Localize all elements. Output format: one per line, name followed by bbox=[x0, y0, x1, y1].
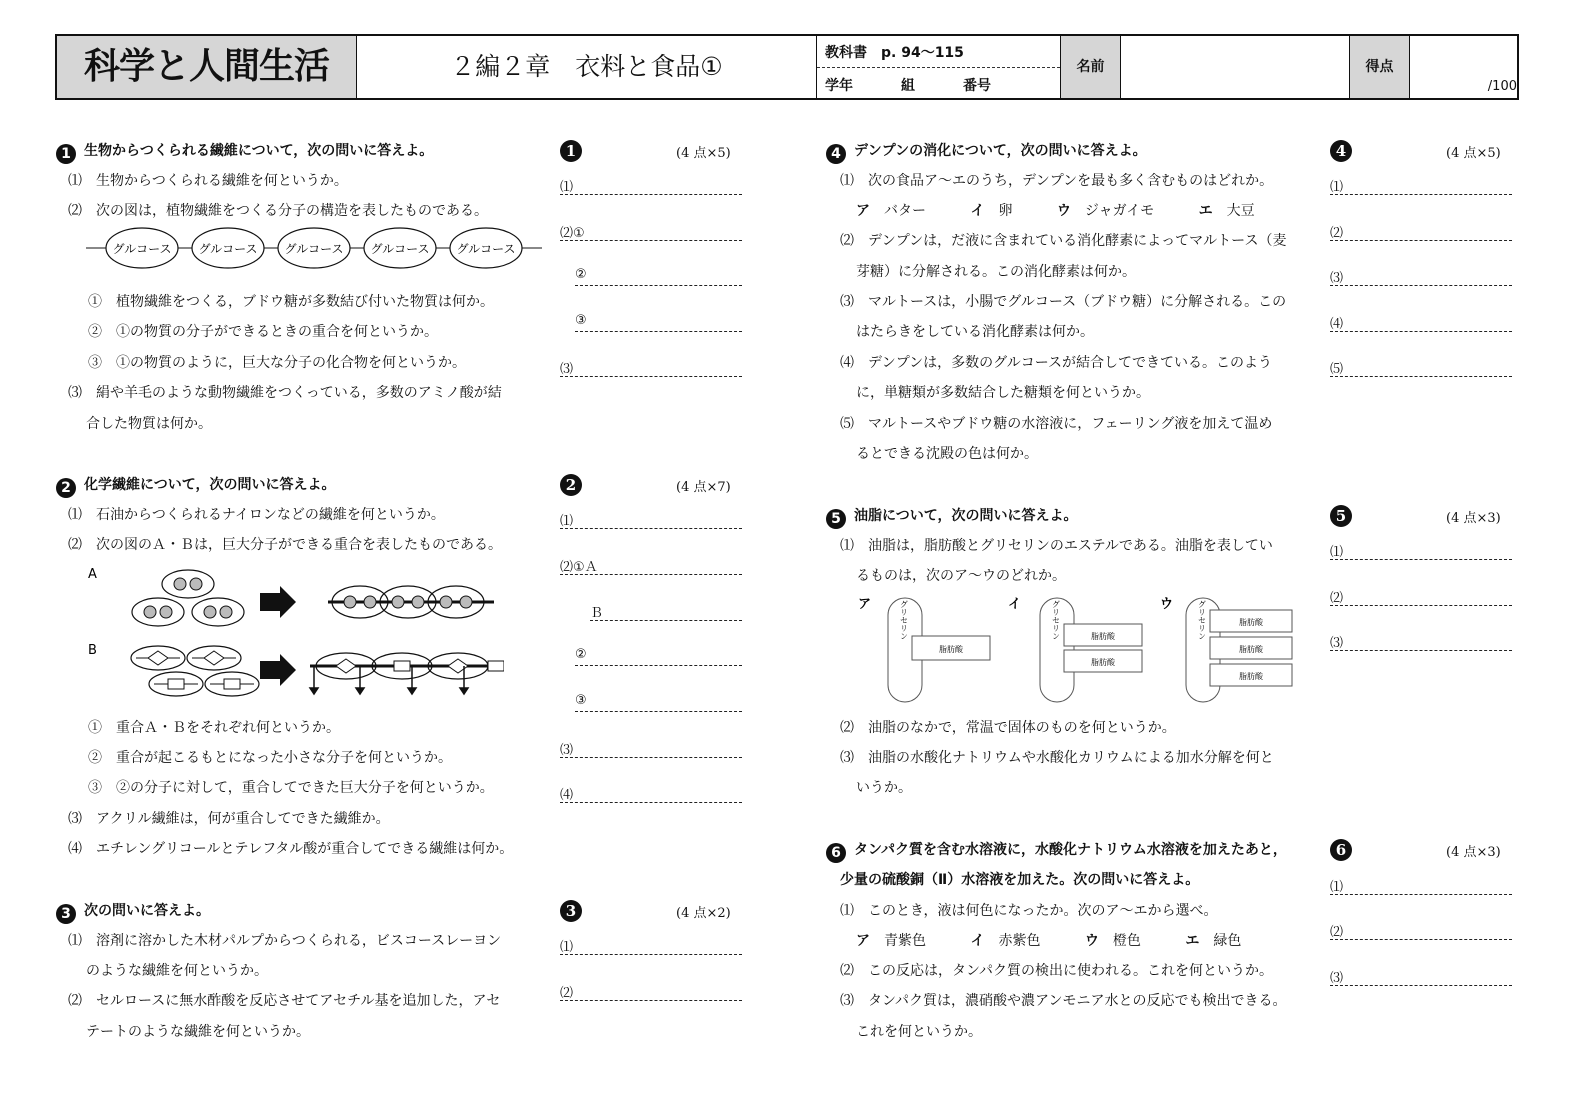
q1-line: ⑶ 絹や羊毛のような動物繊維をつくっている，多数のアミノ酸が結 bbox=[68, 385, 502, 401]
class-label: 組 bbox=[901, 78, 915, 94]
q2-line: ⑷ エチレングリコールとテレフタル酸が重合してできる繊維は何か。 bbox=[68, 841, 514, 857]
q5-line: るものは，次のア〜ウのどれか。 bbox=[856, 568, 1066, 584]
q4-line: ⑵ デンプンは，だ液に含まれている消化酵素によってマルトース（麦 bbox=[840, 233, 1287, 249]
fatty-acid-label: 脂肪酸 bbox=[1239, 672, 1263, 681]
q4-title: デンプンの消化について，次の問いに答えよ。 bbox=[854, 143, 1147, 159]
q1-answer-field[interactable]: ⑴ bbox=[560, 176, 742, 195]
q2-heading bbox=[56, 474, 335, 498]
q3-points: (4 点×2) bbox=[676, 906, 731, 921]
q2-points: (4 点×7) bbox=[676, 480, 731, 495]
q2-answer-field[interactable]: ⑷ bbox=[560, 784, 742, 803]
polymerization-diagram bbox=[84, 562, 504, 700]
name-label: 名前 bbox=[1061, 36, 1121, 98]
q1-number-badge: 1 bbox=[56, 144, 76, 164]
glycerin-label: グリセリン bbox=[1051, 600, 1061, 640]
glucose-label: グルコース bbox=[198, 242, 258, 256]
q4-answer-field[interactable]: ⑶ bbox=[1330, 267, 1512, 286]
fatty-acid-label: 脂肪酸 bbox=[1091, 632, 1115, 641]
q6-number-badge: 6 bbox=[826, 843, 846, 863]
q3-line: のような繊維を何というか。 bbox=[86, 963, 268, 979]
q1-line: ① 植物繊維をつくる，ブドウ糖が多数結び付いた物質は何か。 bbox=[88, 294, 494, 310]
q1-line: ⑵ 次の図は，植物繊維をつくる分子の構造を表したものである。 bbox=[68, 203, 488, 219]
q2-number-badge: 2 bbox=[56, 478, 76, 498]
q5-heading bbox=[826, 505, 1077, 529]
q4-line: 芽糖）に分解される。この消化酵素は何か。 bbox=[856, 264, 1136, 280]
q5-line: いうか。 bbox=[856, 780, 912, 796]
fatty-acid-label: 脂肪酸 bbox=[1239, 618, 1263, 627]
q6-title-continued: 少量の硫酸銅（Ⅱ）水溶液を加えた。次の問いに答えよ。 bbox=[840, 872, 1200, 888]
q2-line: ⑵ 次の図のＡ・Ｂは，巨大分子ができる重合を表したものである。 bbox=[68, 537, 502, 553]
q4-line: はたらきをしている消化酵素は何か。 bbox=[856, 324, 1094, 340]
divider bbox=[817, 67, 1060, 68]
q2-line: ⑴ 石油からつくられるナイロンなどの繊維を何というか。 bbox=[68, 507, 445, 523]
glycerin-label: グリセリン bbox=[899, 600, 909, 640]
q1-line: ③ ①の物質のように，巨大な分子の化合物を何というか。 bbox=[88, 355, 466, 371]
q6-choices: ア 青紫色 イ 赤紫色 ウ 橙色 エ 緑色 bbox=[856, 933, 1242, 949]
q6-title: タンパク質を含む水溶液に，水酸化ナトリウム水溶液を加えたあと， bbox=[854, 842, 1287, 858]
q6-answer-field[interactable]: ⑶ bbox=[1330, 967, 1512, 986]
glucose-label: グルコース bbox=[112, 242, 172, 256]
q1-line: ⑴ 生物からつくられる繊維を何というか。 bbox=[68, 173, 348, 189]
q4-answer-field[interactable]: ⑴ bbox=[1330, 176, 1512, 195]
q3-line: ⑴ 溶剤に溶かした木材パルプからつくられる，ビスコースレーヨン bbox=[68, 933, 502, 949]
q2-line: ③ ②の分子に対して，重合してできた巨大分子を何というか。 bbox=[88, 780, 494, 796]
arrow-icon bbox=[260, 654, 296, 686]
q2-answer-badge: 2 bbox=[560, 472, 590, 496]
q2-line: ① 重合Ａ・Ｂをそれぞれ何というか。 bbox=[88, 720, 340, 736]
figure-key: ウ bbox=[1160, 597, 1174, 612]
subject-title: 科学と人間生活 bbox=[57, 36, 357, 98]
q3-answer-field[interactable]: ⑴ bbox=[560, 936, 742, 955]
glucose-label: グルコース bbox=[284, 242, 344, 256]
q4-line: ⑸ マルトースやブドウ糖の水溶液に，フェーリング液を加えて温め bbox=[840, 416, 1273, 432]
q5-answer-field[interactable]: ⑵ bbox=[1330, 587, 1512, 606]
q4-answer-field[interactable]: ⑵ bbox=[1330, 222, 1512, 241]
q2-title: 化学繊維について，次の問いに答えよ。 bbox=[84, 477, 336, 493]
fatty-acid-label: 脂肪酸 bbox=[1239, 645, 1263, 654]
q2-answer-field[interactable]: Ｂ bbox=[590, 602, 742, 621]
header-bar bbox=[55, 34, 1519, 100]
name-field[interactable] bbox=[1121, 36, 1350, 98]
q5-answer-field[interactable]: ⑶ bbox=[1330, 632, 1512, 651]
q1-answer-field[interactable]: ⑶ bbox=[560, 358, 742, 377]
q4-answer-field[interactable]: ⑸ bbox=[1330, 358, 1512, 377]
q4-number-badge: 4 bbox=[826, 144, 846, 164]
q6-heading bbox=[826, 839, 1287, 863]
textbook-range: 教科書 p. 94〜115 bbox=[825, 45, 964, 61]
q1-answer-field[interactable]: ⑵① bbox=[560, 222, 742, 241]
fatty-acid-label: 脂肪酸 bbox=[939, 645, 963, 654]
q5-points: (4 点×3) bbox=[1446, 511, 1501, 526]
q1-line: 合した物質は何か。 bbox=[86, 416, 212, 432]
q1-points: (4 点×5) bbox=[676, 146, 731, 161]
fatty-acid-label: 脂肪酸 bbox=[1091, 658, 1115, 667]
glucose-label: グルコース bbox=[370, 242, 430, 256]
q4-answer-badge: 4 bbox=[1330, 138, 1360, 162]
q4-line: るとできる沈殿の色は何か。 bbox=[856, 446, 1038, 462]
glucose-label: グルコース bbox=[456, 242, 516, 256]
q4-answer-field[interactable]: ⑷ bbox=[1330, 313, 1512, 332]
q3-answer-badge: 3 bbox=[560, 898, 590, 922]
q1-answer-badge: 1 bbox=[560, 138, 590, 162]
diagram-label-a: A bbox=[88, 567, 97, 582]
q3-title: 次の問いに答えよ。 bbox=[84, 903, 210, 919]
q2-answer-field[interactable]: ⑴ bbox=[560, 510, 742, 529]
glycerin-label: グリセリン bbox=[1197, 600, 1207, 640]
number-label: 番号 bbox=[963, 78, 991, 94]
q5-title: 油脂について，次の問いに答えよ。 bbox=[854, 508, 1078, 524]
q4-line: ⑴ 次の食品ア〜エのうち，デンプンを最も多く含むものはどれか。 bbox=[840, 173, 1274, 189]
score-label: 得点 bbox=[1350, 36, 1410, 98]
q6-answer-field[interactable]: ⑴ bbox=[1330, 876, 1512, 895]
q4-line: ⑷ デンプンは，多数のグルコースが結合してできている。このよう bbox=[840, 355, 1273, 371]
q3-number-badge: 3 bbox=[56, 904, 76, 924]
glucose-chain-diagram bbox=[86, 226, 542, 272]
q5-line: ⑴ 油脂は，脂肪酸とグリセリンのエステルである。油脂を表してい bbox=[840, 538, 1273, 554]
q1-title: 生物からつくられる繊維について，次の問いに答えよ。 bbox=[84, 143, 434, 159]
q2-answer-field[interactable]: ⑶ bbox=[560, 739, 742, 758]
q4-points: (4 点×5) bbox=[1446, 146, 1501, 161]
figure-key: ア bbox=[858, 597, 872, 612]
diagram-label-b: B bbox=[88, 643, 97, 658]
q1-answer-field[interactable]: ② bbox=[575, 267, 742, 286]
arrow-icon bbox=[260, 586, 296, 618]
q6-points: (4 点×3) bbox=[1446, 845, 1501, 860]
figure-key: イ bbox=[1008, 597, 1022, 612]
q2-line: ⑶ アクリル繊維は，何が重合してできた繊維か。 bbox=[68, 811, 390, 827]
textbook-box bbox=[817, 36, 1061, 98]
q3-line: テートのような繊維を何というか。 bbox=[86, 1024, 310, 1040]
q6-answer-field[interactable]: ⑵ bbox=[1330, 921, 1512, 940]
q2-answer-field[interactable]: ② bbox=[575, 647, 742, 666]
q2-answer-field[interactable]: ③ bbox=[575, 693, 742, 712]
q6-answer-badge: 6 bbox=[1330, 837, 1360, 861]
fat-structure-diagram bbox=[850, 592, 1310, 706]
chapter-title: ２編２章 衣料と食品① bbox=[357, 36, 817, 98]
q5-number-badge: 5 bbox=[826, 509, 846, 529]
q1-answer-field[interactable]: ③ bbox=[575, 313, 742, 332]
q3-answer-field[interactable]: ⑵ bbox=[560, 982, 742, 1001]
q6-line: これを何というか。 bbox=[856, 1024, 982, 1040]
q3-line: ⑵ セルロースに無水酢酸を反応させてアセチル基を追加した，アセ bbox=[68, 993, 501, 1009]
q5-line: ⑶ 油脂の水酸化ナトリウムや水酸化カリウムによる加水分解を何と bbox=[840, 750, 1274, 766]
q4-choices: ア バター イ 卵 ウ ジャガイモ エ 大豆 bbox=[856, 203, 1255, 219]
q3-heading bbox=[56, 900, 210, 924]
q4-heading bbox=[826, 140, 1147, 164]
q5-line: ⑵ 油脂のなかで，常温で固体のものを何というか。 bbox=[840, 720, 1176, 736]
q4-line: に，単糖類が多数結合した糖類を何というか。 bbox=[856, 385, 1150, 401]
grade-label: 学年 bbox=[825, 78, 853, 94]
score-total: /100 bbox=[1487, 79, 1517, 94]
q1-heading bbox=[56, 140, 433, 164]
score-field[interactable] bbox=[1410, 36, 1517, 98]
q6-line: ⑶ タンパク質は，濃硝酸や濃アンモニア水との反応でも検出できる。 bbox=[840, 993, 1287, 1009]
q5-answer-badge: 5 bbox=[1330, 503, 1360, 527]
q6-line: ⑴ このとき，液は何色になったか。次のア〜エから選べ。 bbox=[840, 903, 1218, 919]
q2-answer-field[interactable]: ⑵①Ａ bbox=[560, 556, 742, 575]
q6-line: ⑵ この反応は，タンパク質の検出に使われる。これを何というか。 bbox=[840, 963, 1274, 979]
q2-line: ② 重合が起こるもとになった小さな分子を何というか。 bbox=[88, 750, 452, 766]
q4-line: ⑶ マルトースは，小腸でグルコース（ブドウ糖）に分解される。この bbox=[840, 294, 1287, 310]
q5-answer-field[interactable]: ⑴ bbox=[1330, 541, 1512, 560]
q1-line: ② ①の物質の分子ができるときの重合を何というか。 bbox=[88, 324, 438, 340]
